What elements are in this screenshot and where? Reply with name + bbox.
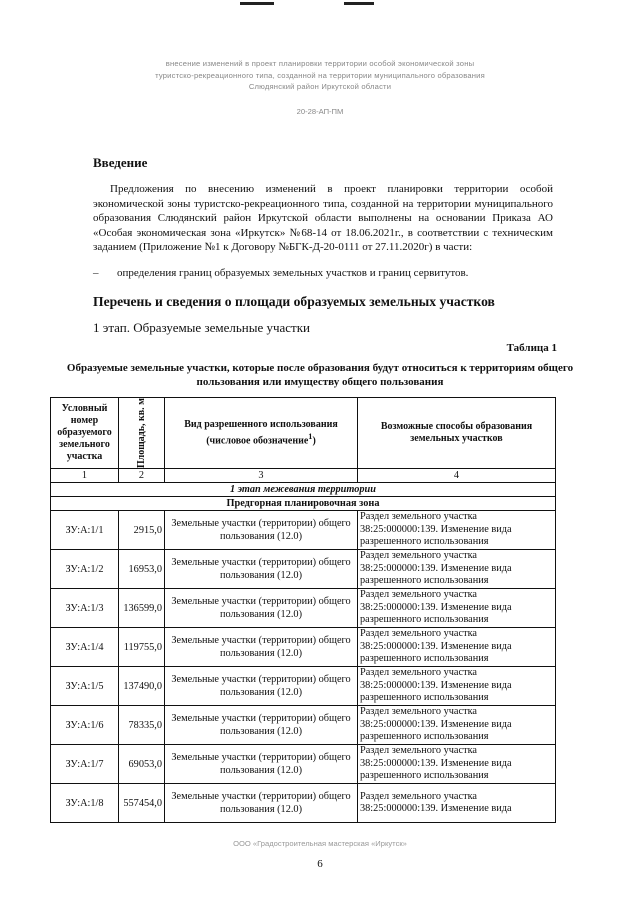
cell-area: 119755,0 — [119, 628, 165, 667]
cell-permitted-use: Земельные участки (территории) общего пользования (12.0) — [165, 511, 358, 550]
cell-permitted-use: Земельные участки (территории) общего пользования (12.0) — [165, 550, 358, 589]
cell-plot-number: ЗУ:А:1/7 — [51, 745, 119, 784]
scan-top-marks — [0, 0, 640, 10]
cell-plot-number: ЗУ:А:1/2 — [51, 550, 119, 589]
cell-formation-method: Раздел земельного участка 38:25:000000:139. Изменение вида разрешенного использования — [358, 511, 556, 550]
cell-plot-number: ЗУ:А:1/4 — [51, 628, 119, 667]
list-item-text: определения границ образуемых земельных участков и границ сервитутов. — [117, 267, 469, 279]
table-row — [51, 628, 556, 667]
cell-formation-method: Раздел земельного участка 38:25:000000:139. Изменение вида разрешенного использования — [358, 550, 556, 589]
page-number: 6 — [317, 858, 323, 870]
zone-label: Предгорная планировочная зона — [51, 497, 556, 511]
cell-plot-number: ЗУ:А:1/5 — [51, 667, 119, 706]
cell-area: 69053,0 — [119, 745, 165, 784]
column-number: 1 — [51, 469, 119, 483]
column-number: 2 — [119, 469, 165, 483]
cell-plot-number: ЗУ:А:1/6 — [51, 706, 119, 745]
stage-row — [51, 483, 556, 497]
cell-plot-number: ЗУ:А:1/8 — [51, 784, 119, 823]
cell-permitted-use: Земельные участки (территории) общего пользования (12.0) — [165, 628, 358, 667]
section-title: Перечень и сведения о площади образуемых земельных участков — [93, 294, 495, 309]
column-number: 3 — [165, 469, 358, 483]
table-row — [51, 589, 556, 628]
cell-formation-method: Раздел земельного участка 38:25:000000:139. Изменение вида разрешенного использования — [358, 628, 556, 667]
cell-area: 557454,0 — [119, 784, 165, 823]
header-line: Слюдянский район Иркутской области — [248, 82, 392, 91]
intro-list-item — [93, 267, 553, 279]
cell-area: 137490,0 — [119, 667, 165, 706]
cell-plot-number: ЗУ:А:1/3 — [51, 589, 119, 628]
cell-formation-method: Раздел земельного участка 38:25:000000:139. Изменение вида разрешенного использования — [358, 589, 556, 628]
cell-plot-number: ЗУ:А:1/1 — [51, 511, 119, 550]
stage-label: 1 этап межевания территории — [51, 483, 556, 497]
table-row — [51, 784, 556, 823]
column-number: 4 — [358, 469, 556, 483]
footer-watermark: ООО «Градостроительная мастерская «Иркутск» — [233, 839, 407, 848]
cell-area: 78335,0 — [119, 706, 165, 745]
cell-permitted-use: Земельные участки (территории) общего пользования (12.0) — [165, 667, 358, 706]
cell-permitted-use: Земельные участки (территории) общего пользования (12.0) — [165, 589, 358, 628]
table-row — [51, 706, 556, 745]
table-header-row — [51, 398, 556, 469]
table-number: Таблица 1 — [506, 342, 557, 354]
document-header — [60, 58, 580, 93]
cell-formation-method: Раздел земельного участка 38:25:000000:139. Изменение вида разрешенного использования — [358, 745, 556, 784]
header-line: туристско-рекреационного типа, созданной на территории муниципального образования — [155, 70, 485, 80]
header-formation-method: Возможные способы образования земельных участков — [358, 398, 556, 469]
cell-permitted-use: Земельные участки (территории) общего пользования (12.0) — [165, 706, 358, 745]
document-code: 20-28-АП-ПМ — [296, 107, 344, 116]
cell-formation-method: Раздел земельного участка 38:25:000000:139. Изменение вида — [358, 784, 556, 823]
intro-title: Введение — [93, 155, 148, 170]
header-area: Площадь, кв. м — [119, 398, 165, 469]
table-caption: Образуемые земельные участки, которые после образования будут относиться к территориям общего пользования или имуществу общего пользования — [66, 362, 574, 388]
land-plots-table — [50, 397, 556, 823]
cell-area: 136599,0 — [119, 589, 165, 628]
cell-formation-method: Раздел земельного участка 38:25:000000:139. Изменение вида разрешенного использования — [358, 706, 556, 745]
zone-row — [51, 497, 556, 511]
stage-subtitle: 1 этап. Образуемые земельные участки — [93, 320, 311, 335]
cell-area: 2915,0 — [119, 511, 165, 550]
cell-permitted-use: Земельные участки (территории) общего пользования (12.0) — [165, 745, 358, 784]
list-dash: – — [93, 267, 99, 279]
header-permitted-use: Вид разрешенного использования (числовое обозначение$^1$) — [165, 398, 358, 469]
column-numbers-row — [51, 469, 556, 483]
table-row — [51, 745, 556, 784]
table-row — [51, 511, 556, 550]
header-line: внесение изменений в проект планировки территории особой экономической зоны — [165, 59, 475, 68]
cell-formation-method: Раздел земельного участка 38:25:000000:139. Изменение вида разрешенного использования — [358, 667, 556, 706]
table-row — [51, 667, 556, 706]
intro-paragraph: Предложения по внесению изменений в проект планировки территории особой экономической зоны туристско-рекреационного типа, созданной на территории муниципального образования Слюдянский район Иркутской области выполнены на основании Приказа АО «Особая экономическая зона «Иркутск» №68-14 от 18.06.2021г., в соответствии с техническим заданием (Приложение №1 к Договору №БГК-Д-20-0111 от 27.11.2020г) в части: — [93, 183, 553, 254]
cell-permitted-use: Земельные участки (территории) общего пользования (12.0) — [165, 784, 358, 823]
table-row — [51, 550, 556, 589]
cell-area: 16953,0 — [119, 550, 165, 589]
header-plot-number: Условный номер образуемого земельного участка — [51, 398, 119, 469]
